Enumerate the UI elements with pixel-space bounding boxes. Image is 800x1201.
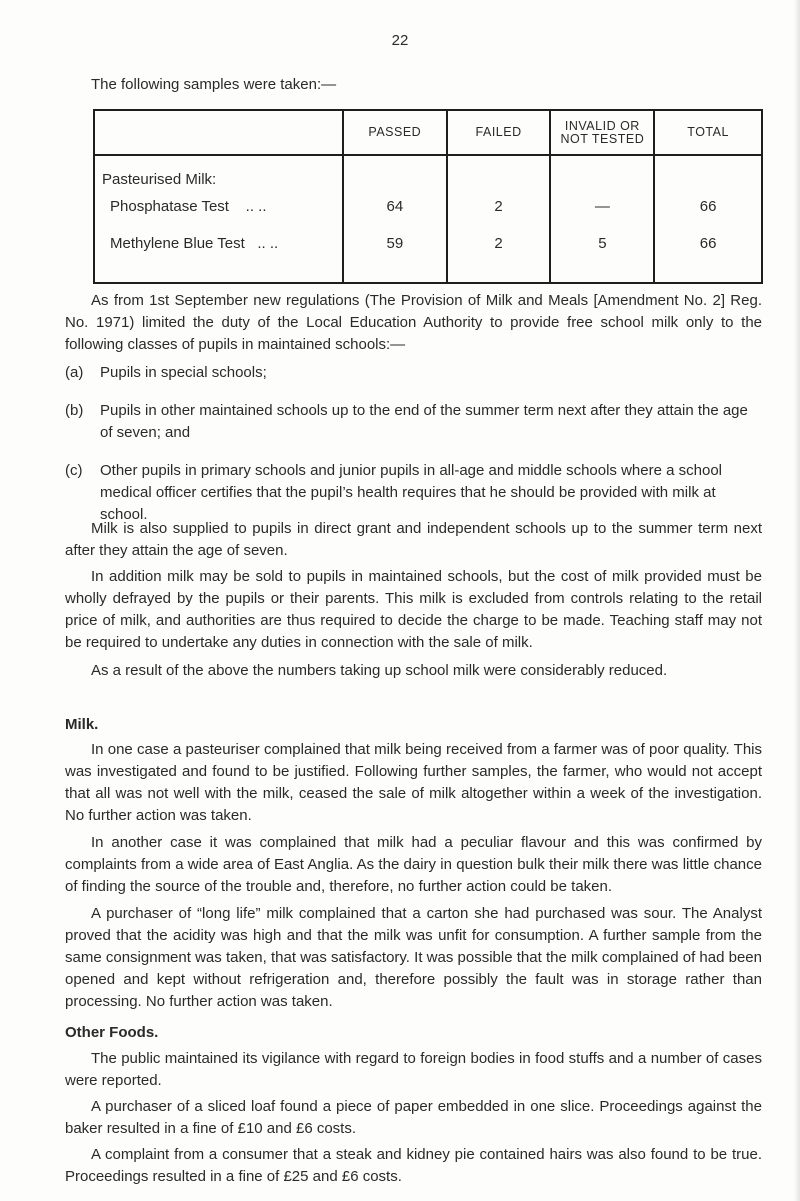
paragraph-flavour: In another case it was complained that milk had a peculiar flavour and this was confirmed by complaints from a wide area of East Anglia. As the dairy in question bulk their milk there was little chance of finding the source of the trouble and, therefore, no further action could be taken. — [65, 834, 762, 895]
row-label-text: Methylene Blue Test — [110, 235, 245, 252]
passed-cell — [343, 155, 447, 283]
header-failed: FAILED — [447, 110, 551, 155]
paragraph-sliced-loaf: A purchaser of a sliced loaf found a piece of paper embedded in one slice. Proceedings against the baker resulted in a fine of £10 and £6 costs. — [65, 1098, 762, 1137]
table-cell: 2 — [494, 198, 503, 215]
list-text: Pupils in other maintained schools up to the end of the summer term next after they attain the age of seven; and — [100, 402, 748, 441]
table-header-row — [94, 110, 762, 155]
list-marker: (a) — [65, 364, 84, 381]
paragraph-reduction: As a result of the above the numbers taking up school milk were considerably reduced. — [91, 662, 668, 679]
page-edge-shadow — [794, 0, 800, 1201]
header-total: TOTAL — [654, 110, 762, 155]
list-text: Pupils in special schools; — [100, 364, 267, 381]
paragraph-direct-grant: Milk is also supplied to pupils in direct grant and independent schools up to the summer term next after they attain the age of seven. — [65, 520, 762, 559]
paragraph-long-life: A purchaser of “long life” milk complained that a carton she had purchased was sour. The Analyst proved that the acidity was high and that the milk was unfit for consumption. A further sample from the same consignment was taken, that was satisfactory. It was possible that the milk complained of had been opened and kept without refrigeration and, therefore possibly the fault was in storage rather than processing. No further action was taken. — [65, 905, 762, 1010]
header-invalid: INVALID OR NOT TESTED — [550, 110, 654, 155]
paragraph-milk-sale: In addition milk may be sold to pupils in maintained schools, but the cost of milk provided must be wholly defrayed by the pupils or their parents. This milk is excluded from controls relating to the retail price of milk, and authorities are thus required to decide the charge to be made. Teaching staff may not be required to undertake any duties in connection with the sale of milk. — [65, 568, 762, 651]
row-label — [110, 235, 278, 252]
table-cell: 66 — [699, 198, 717, 215]
row-label-text: Phosphatase Test — [110, 198, 229, 215]
row-leader-dots: .. .. — [257, 235, 279, 252]
header-passed: PASSED — [343, 110, 447, 155]
paragraph-regulations: As from 1st September new regulations (The Provision of Milk and Meals [Amendment No. 2] Reg. No. 1971) limited the duty of the Local Education Authority to provide free school milk only to the following classes of pupils in maintained schools:— — [65, 292, 762, 353]
row-leader-dots: .. .. — [245, 198, 267, 215]
table-cell: 2 — [494, 235, 503, 252]
group-label: Pasteurised Milk: — [102, 171, 217, 188]
heading-milk: Milk. — [65, 716, 99, 733]
paragraph-pasteuriser: In one case a pasteuriser complained that milk being received from a farmer was of poor quality. This was investigated and found to be justified. Following further samples, the farmer, who would not accept that all was not well with the milk, ceased the sale of milk altogether within a week of the investigation. No further action was taken. — [65, 741, 762, 824]
list-marker: (c) — [65, 462, 83, 479]
table-cell: — — [594, 198, 610, 215]
row-label — [110, 198, 267, 215]
intro-text: The following samples were taken:— — [91, 76, 337, 93]
table-cell: 66 — [699, 235, 717, 252]
table-cell: 64 — [386, 198, 404, 215]
table-body-row — [94, 155, 762, 283]
table-cell: 5 — [598, 235, 607, 252]
row-labels-cell — [94, 155, 343, 283]
heading-other-foods: Other Foods. — [65, 1024, 159, 1041]
samples-table — [93, 109, 763, 284]
list-text: Other pupils in primary schools and junior pupils in all-age and middle schools where a school medical officer certifies that the pupil’s health requires that he should be provided with milk at school. — [100, 462, 722, 523]
header-blank — [94, 110, 343, 155]
list-marker: (b) — [65, 402, 84, 419]
table-cell: 59 — [386, 235, 404, 252]
page-number: 22 — [391, 32, 409, 49]
paragraph-vigilance: The public maintained its vigilance with regard to foreign bodies in food stuffs and a number of cases were reported. — [65, 1050, 762, 1089]
invalid-cell — [550, 155, 654, 283]
paragraph-pie: A complaint from a consumer that a steak and kidney pie contained hairs was also found to be true. Proceedings resulted in a fine of £25 and £6 costs. — [65, 1146, 762, 1185]
failed-cell — [447, 155, 551, 283]
total-cell — [654, 155, 762, 283]
